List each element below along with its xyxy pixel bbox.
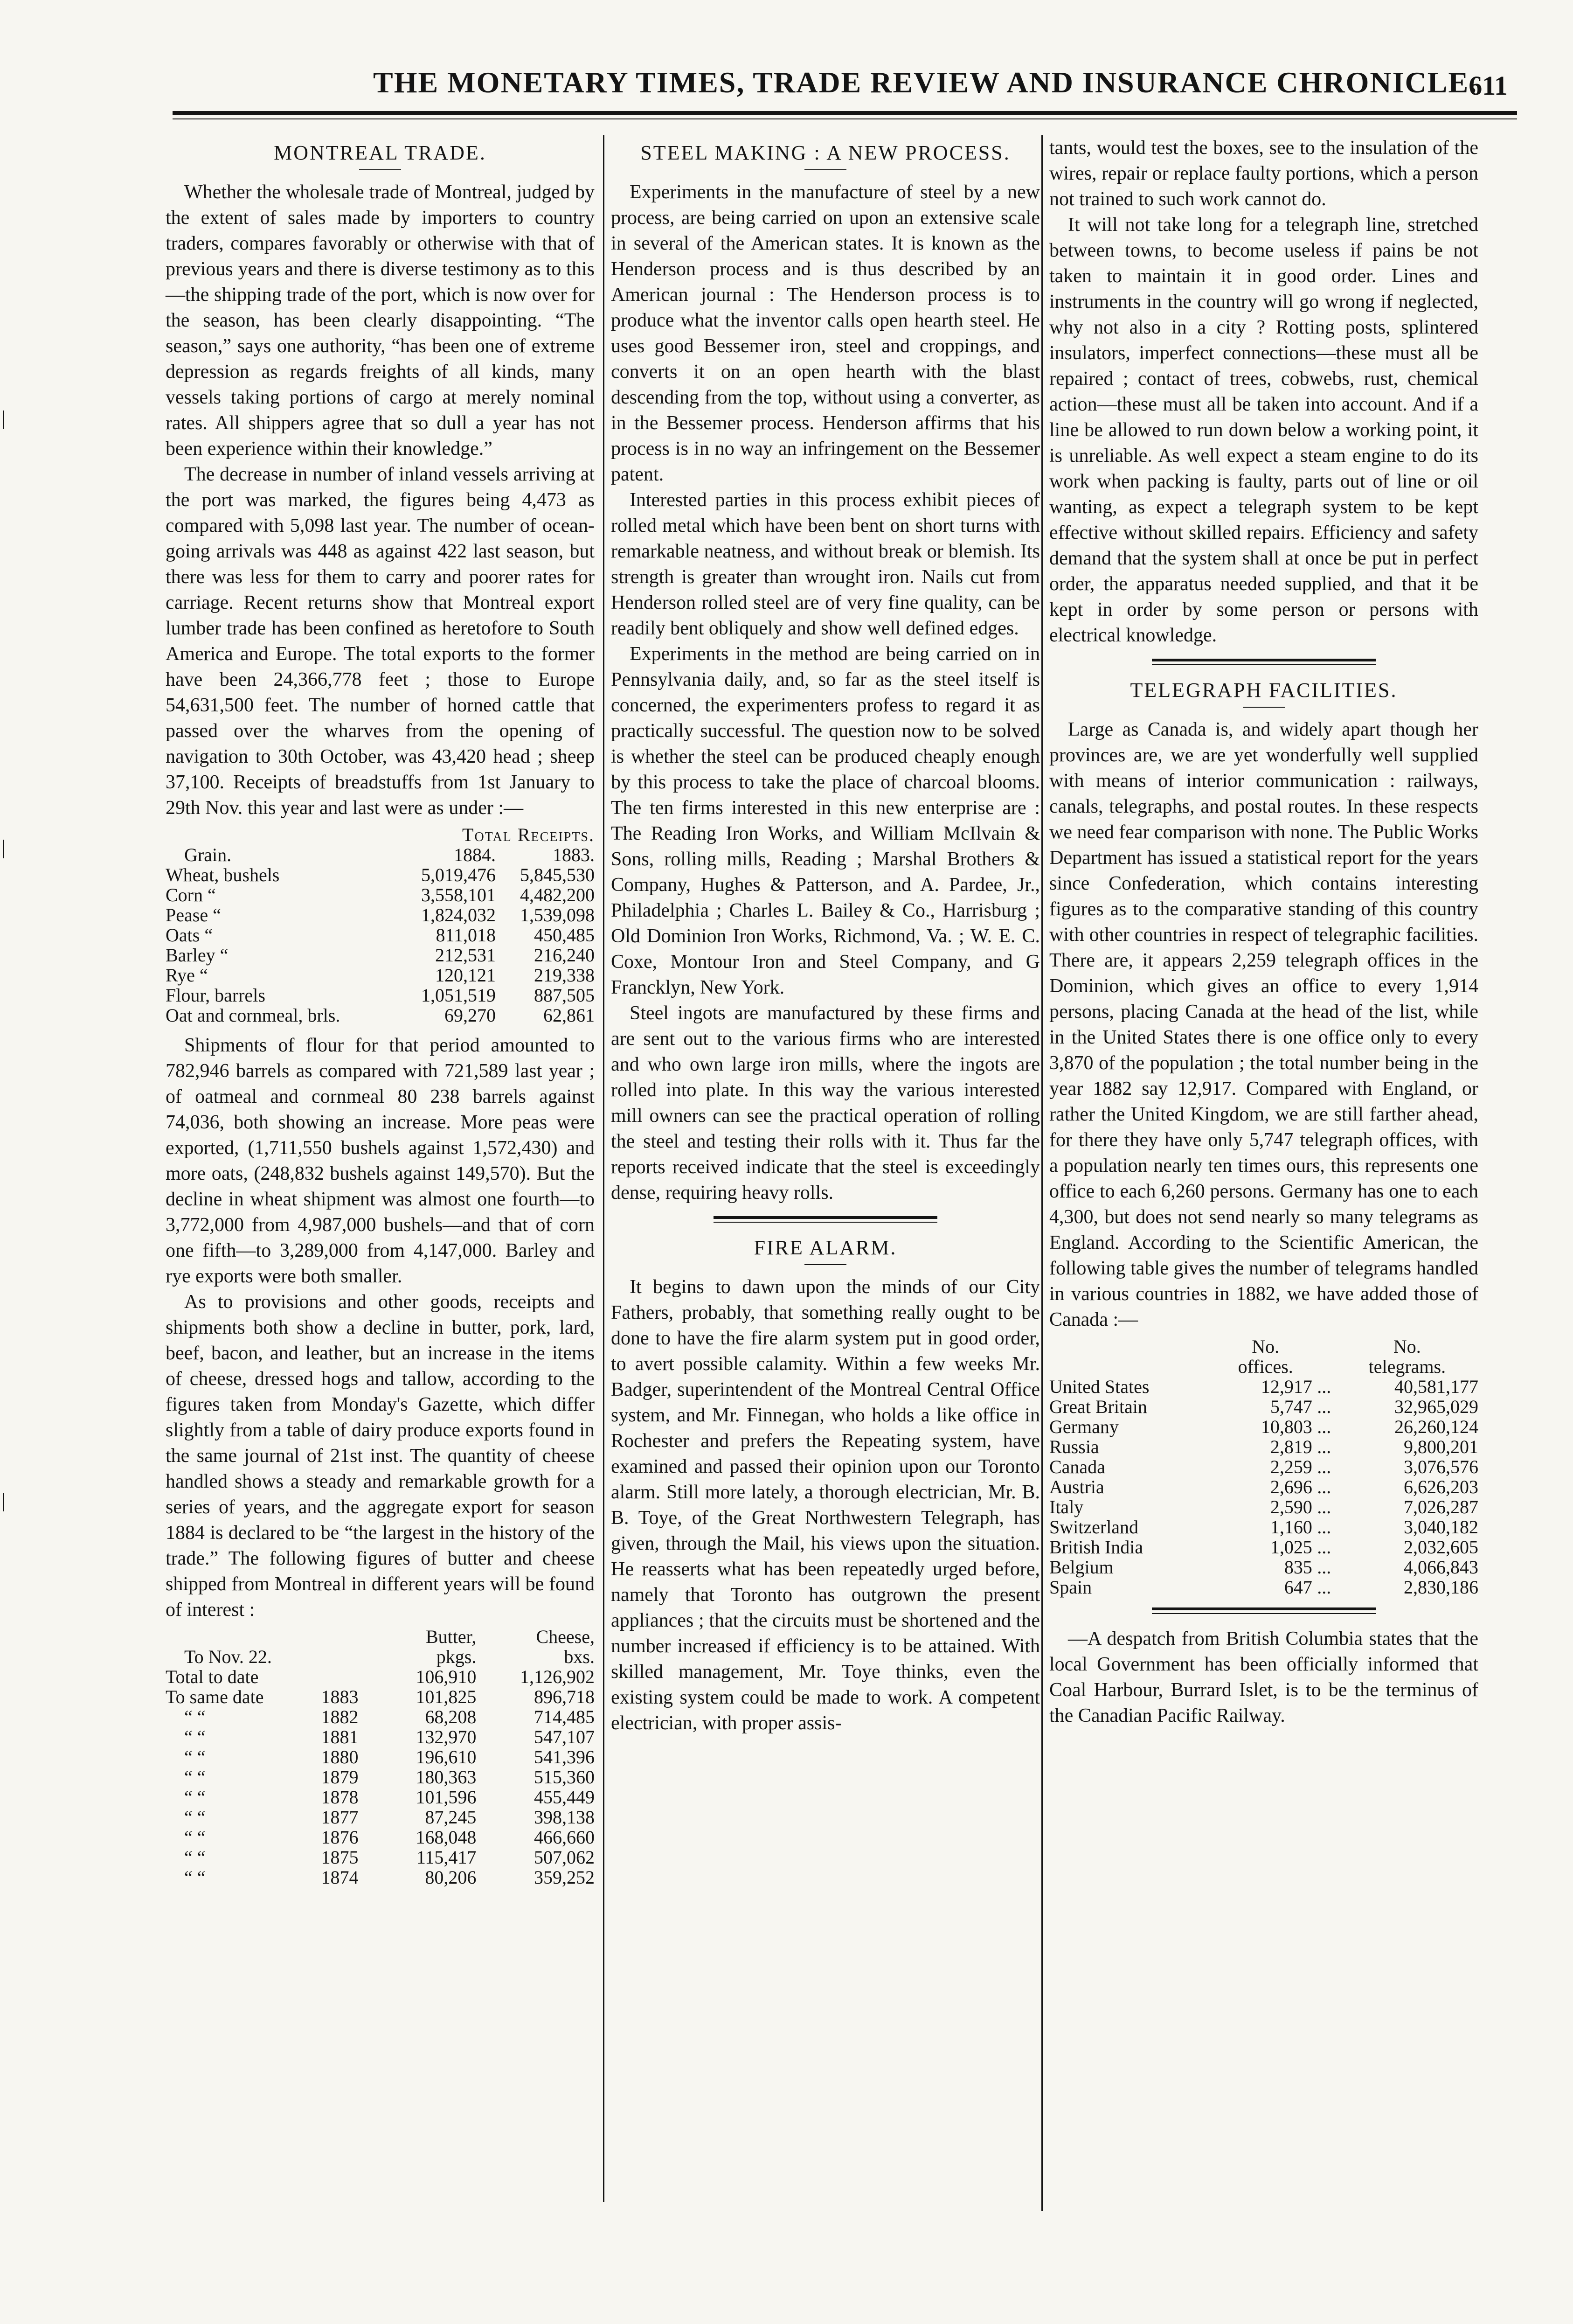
row-value: 455,449 — [534, 1787, 595, 1808]
row-value: 398,138 — [534, 1807, 595, 1828]
row-value: 216,240 — [534, 945, 595, 966]
row-value: 7,026,287 — [1404, 1496, 1478, 1517]
article-paragraph: tants, would test the boxes, see to the insulation of the wires, repair or replace faulty portions, which a person not trained to such work cannot do. — [1049, 137, 1478, 210]
row-label: Oats “ — [166, 925, 213, 946]
row-value: 101,596 — [416, 1787, 477, 1808]
row-value: 219,338 — [534, 965, 595, 986]
table-row — [166, 1847, 595, 1867]
row-label: Corn “ — [166, 884, 216, 905]
article-paragraph: Steel ingots are manufactured by these firms and are sent out to the various firms who are interested and who own large iron mills, where the ingots are rolled into plate. In this way the various interested mill owners can see the practical operation of rolling the steel and testing their rolls with it. Thus far the reports received indicate that the steel is exceedingly dense, requiring heavy rolls. — [611, 1002, 1040, 1204]
margin-mark — [3, 411, 4, 429]
row-label: Flour, barrels — [166, 985, 265, 1006]
col-header: pkgs. — [436, 1646, 477, 1667]
column-fire-telegraph — [1049, 135, 1478, 1729]
table-row — [166, 1727, 595, 1747]
row-value: 466,660 — [534, 1827, 595, 1848]
news-item: —A despatch from British Columbia states that the local Government has been officially informed that Coal Harbour, Burrard Islet, is to be the terminus of the Canadian Pacific Railway. — [1049, 1628, 1478, 1726]
col-header: Cheese, — [536, 1626, 595, 1647]
row-value: 887,505 — [534, 985, 595, 1006]
article-title: FIRE ALARM. — [754, 1236, 897, 1259]
article-paragraph: Interested parties in this process exhibit pieces of rolled metal which have been bent on short turns with remarkable neatness, and without break or blemish. Its strength is greater than wrought iron. Nails cut from Henderson rolled steel are of very fine quality, can be readily bent obliquely and show well defined edges. — [611, 489, 1040, 639]
table-row — [166, 1747, 595, 1767]
row-value: 359,252 — [534, 1867, 595, 1888]
title-rule — [1243, 707, 1285, 708]
column-rule — [603, 135, 604, 2202]
row-value: 10,803 — [1261, 1416, 1312, 1437]
row-label: Wheat, bushels — [166, 864, 280, 885]
row-value: 5,019,476 — [421, 864, 496, 885]
article-paragraph: It will not take long for a telegraph line, stretched between towns, to become useless if pains be not taken to maintain it in good order. Lines and instruments in the country will go wrong if neglected, why not also in a city ? Rotting posts, splintered insulators, imperfect connections—these must all be repaired ; contact of trees, cobwebs, rust, chemical action—these must all be taken into account. And if a line be allowed to run down below a working point, it is unreliable. As well expect a steam engine to do its work when packing is faulty, parts out of line or oil wanting, as expect a telegraph system to be kept effective without skilled repairs. Efficiency and safety demand that the system shall at once be put in perfect order, the apparatus needed supplied, and that it be kept in order by some person or persons with electrical knowledge. — [1049, 214, 1478, 646]
row-value: 2,032,605 — [1404, 1537, 1478, 1558]
article-title: STEEL MAKING : A NEW PROCESS. — [640, 141, 1011, 164]
row-value: 9,800,201 — [1404, 1436, 1478, 1457]
row-label: “ “ — [184, 1706, 206, 1727]
row-value: 647 — [1284, 1577, 1312, 1598]
col-header: telegrams. — [1368, 1356, 1446, 1377]
margin-mark — [3, 840, 4, 858]
table-row — [166, 1687, 595, 1707]
row-value: 180,363 — [416, 1767, 477, 1788]
table-row — [166, 945, 595, 965]
col-header: Butter, — [425, 1626, 477, 1647]
row-year: 1879 — [321, 1767, 359, 1788]
row-value: 811,018 — [436, 925, 496, 946]
table-row — [166, 1807, 595, 1827]
row-value: 212,531 — [435, 945, 496, 966]
row-value: 2,259 — [1270, 1456, 1312, 1477]
table-row — [166, 925, 595, 945]
row-value: 101,825 — [416, 1686, 477, 1707]
article-paragraph: The decrease in number of inland vessels arriving at the port was marked, the figures being 4,473 as compared with 5,098 last year. The number of ocean-going arrivals was 448 as against 422 last season, but there was less for them to carry and poorer rates for carriage. Recent returns show that Montreal export lumber trade has been confined as heretofore to South America and Europe. The total exports to the former have been 24,366,778 feet ; those to Europe 54,631,500 feet. The number of horned cattle that passed over the wharves from the opening of navigation to 30th October, was 43,420 head ; sheep 37,100. Receipts of breadstuffs from 1st January to 29th Nov. this year and last were as under :— — [166, 464, 595, 819]
row-label: “ “ — [184, 1726, 206, 1747]
title-rule — [359, 169, 401, 170]
article-paragraph: Large as Canada is, and widely apart though her provinces are, we are yet wonderfully well supplied with means of interior communication : railways, canals, telegraphs, and postal routes. In these respects we need fear comparison with none. The Public Works Department has issued a statistical report for the years since Confederation, which contains interesting figures as to the comparative standing of this country with other countries in respect of telegraphic facilities. There are, it appears 2,259 telegraph offices in the Dominion, which gives an office to every 1,914 persons, placing Canada at the head of the list, while in the United States there is one office only to every 3,870 of the population ; the total number being in the year 1882 say 12,917. Compared with England, or rather the United Kingdom, we are still farther ahead, for there they have only 5,747 telegraph offices, with a population nearly ten times ours, this represents one office to each 6,260 persons. Germany has one to each 4,300, but does not send nearly so many telegrams as England. According to the Scientific American, the following table gives the number of telegrams handled in various countries in 1882, we have added those of Canada :— — [1049, 719, 1479, 1330]
grain-receipts-table — [166, 825, 595, 1025]
table-row: Belgium 835 ... 4,066,843 — [1049, 1557, 1478, 1578]
row-value: 87,245 — [425, 1807, 477, 1828]
table-row — [166, 1767, 595, 1787]
table-row — [166, 1707, 595, 1727]
row-value: 2,696 — [1270, 1476, 1312, 1497]
row-value: 196,610 — [416, 1746, 477, 1767]
row-value: 80,206 — [425, 1867, 477, 1888]
article-title: MONTREAL TRADE. — [274, 141, 486, 164]
table-row — [166, 885, 595, 905]
row-value: 5,747 — [1270, 1396, 1312, 1417]
title-rule — [804, 1264, 846, 1265]
table-row: United States 12,917 ... 40,581,177 — [1049, 1376, 1478, 1397]
row-value: 120,121 — [435, 965, 496, 986]
row-label: British India — [1049, 1537, 1143, 1558]
col-header: No. — [1393, 1336, 1421, 1357]
row-label: Austria — [1049, 1476, 1104, 1497]
row-label: “ “ — [184, 1746, 206, 1767]
row-value: 168,048 — [416, 1827, 477, 1848]
row-value: 62,861 — [543, 1005, 595, 1026]
table-row — [166, 1787, 595, 1807]
masthead: THE MONETARY TIMES, TRADE REVIEW AND INSURANCE CHRONICLE. — [373, 66, 1478, 99]
row-label: Germany — [1049, 1416, 1119, 1437]
row-value: 115,417 — [416, 1847, 477, 1868]
table-row — [166, 905, 595, 925]
row-year — [321, 1667, 381, 1687]
row-label: Belgium — [1049, 1557, 1114, 1578]
article-paragraph: Shipments of flour for that period amounted to 782,946 barrels as compared with 721,589 last year ; of oatmeal and cornmeal 80 238 barrels against 74,036, both showing an increase. More peas were exported, (1,711,550 bushels against 1,572,430) and more oats, (248,832 bushels against 149,570). But the decline in wheat shipment was almost one fourth—to 3,772,000 from 4,987,000 bushels—and that of corn one fifth—to 3,289,000 from 4,147,000. Barley and rye exports were both smaller. — [166, 1035, 595, 1287]
row-value: 4,066,843 — [1404, 1557, 1478, 1578]
row-value: 12,917 — [1261, 1376, 1312, 1397]
row-value: 5,845,530 — [520, 864, 595, 885]
row-label: “ “ — [184, 1827, 206, 1848]
page-header — [159, 65, 1545, 117]
row-label: “ “ — [184, 1867, 206, 1888]
dairy-exports-table — [166, 1627, 595, 1887]
row-label: Rye “ — [166, 965, 208, 986]
row-value: 4,482,200 — [520, 884, 595, 905]
table-heading: Total Receipts. — [462, 824, 595, 845]
row-label: To same date — [166, 1686, 264, 1707]
table-row: Spain 647 ... 2,830,186 — [1049, 1577, 1478, 1598]
column-steel-fire — [611, 135, 1040, 1736]
header-rule-thick — [173, 111, 1517, 115]
row-value: 106,910 — [416, 1666, 477, 1687]
row-value: 26,260,124 — [1394, 1416, 1478, 1437]
header-rule-thin — [173, 118, 1517, 119]
section-separator — [1152, 659, 1376, 665]
article-paragraph: As to provisions and other goods, receipts and shipments both show a decline in butter, pork, lard, beef, bacon, and leather, but an increase in the items of cheese, dressed hogs and tallow, according to the figures taken from Monday's Gazette, which differ slightly from a table of dairy produce exports found in the same journal of 21st inst. The quantity of cheese handled shows a steady and remarkable growth for a series of years, and the aggregate export for season 1884 is declared to be “the largest in the history of the trade.” The following figures of butter and cheese shipped from Montreal in different years will be found of interest : — [166, 1291, 595, 1621]
row-value: 507,062 — [534, 1847, 595, 1868]
row-value: 1,824,032 — [421, 905, 496, 925]
table-row: Italy 2,590 ... 7,026,287 — [1049, 1496, 1478, 1517]
table-row: British India 1,025 ... 2,032,605 — [1049, 1537, 1478, 1558]
row-label: Pease “ — [166, 905, 221, 925]
row-label: Total to date — [166, 1666, 259, 1687]
row-label: Great Britain — [1049, 1396, 1147, 1417]
row-year: 1874 — [321, 1867, 359, 1888]
row-label: Russia — [1049, 1436, 1099, 1457]
row-value: 2,830,186 — [1404, 1577, 1478, 1598]
table-row: Great Britain 5,747 ... 32,965,029 — [1049, 1396, 1478, 1417]
row-label: Spain — [1049, 1577, 1092, 1598]
margin-mark — [3, 1493, 4, 1511]
row-value: 450,485 — [534, 925, 595, 946]
article-paragraph: Experiments in the manufacture of steel by a new process, are being carried on upon an extensive scale in several of the American states. It is known as the Henderson process and is thus described by an American journal : The Henderson process is to produce what the inventor calls open hearth steel. He uses good Bessemer iron, steel and croppings, and converts it on an open hearth with the blast descending from the top, without using a converter, as in the Bessemer process. Henderson affirms that his process is in no way an infringement on the Bessemer patent. — [611, 181, 1040, 485]
row-label: Switzerland — [1049, 1517, 1139, 1538]
row-value: 1,126,902 — [520, 1666, 595, 1687]
row-year: 1880 — [321, 1746, 359, 1767]
table-row — [166, 865, 595, 885]
row-value: 1,160 — [1270, 1517, 1312, 1538]
col-header: To Nov. 22. — [184, 1646, 272, 1667]
row-label: “ “ — [184, 1767, 206, 1788]
row-year: 1876 — [321, 1827, 359, 1848]
row-value: 1,025 — [1270, 1537, 1312, 1558]
row-year: 1883 — [321, 1686, 359, 1707]
table-row — [166, 965, 595, 985]
table-year: 1884. — [453, 844, 496, 865]
table-row — [166, 1667, 595, 1687]
row-value: 714,485 — [534, 1706, 595, 1727]
table-row — [166, 1827, 595, 1847]
table-row: Austria 2,696 ... 6,626,203 — [1049, 1476, 1478, 1497]
table-row — [166, 1005, 595, 1025]
table-row — [166, 985, 595, 1005]
row-value: 2,819 — [1270, 1436, 1312, 1457]
row-label: “ “ — [184, 1787, 206, 1808]
row-label: Oat and cornmeal, brls. — [166, 1005, 340, 1026]
row-year: 1877 — [321, 1807, 359, 1828]
row-label: “ “ — [184, 1847, 206, 1868]
row-value: 40,581,177 — [1394, 1376, 1478, 1397]
row-value: 6,626,203 — [1404, 1476, 1478, 1497]
row-value: 896,718 — [534, 1686, 595, 1707]
row-label: United States — [1049, 1376, 1150, 1397]
table-row — [166, 1867, 595, 1887]
section-separator — [714, 1216, 937, 1223]
article-paragraph: It begins to dawn upon the minds of our City Fathers, probably, that something really ought to be done to have the fire alarm system put in good order, to avert possible calamity. Within a few weeks Mr. Badger, superintendent of the Montreal Central Office system, and Mr. Finnegan, who holds a like office in Rochester and prefers the Repeating system, have examined and passed their opinion upon our Toronto alarm. Still more lately, a thorough electrician, Mr. B. B. Toye, of the Great Northwestern Telegraph, has given, through the Mail, his views upon the situation. He reasserts what has been repeatedly urged before, namely that Toronto has outgrown the present appliances ; that the circuits must be shortened and the number increased if efficiency is to be attained. With skilled management, Mr. Toye thinks, even the existing system could be made to work. A competent electrician, with proper assis- — [611, 1276, 1040, 1734]
table-row: Russia 2,819 ... 9,800,201 — [1049, 1436, 1478, 1457]
article-paragraph: Whether the wholesale trade of Montreal, judged by the extent of sales made by importers to country traders, compares favorably or otherwise with that of previous years and there is diverse testimony as to this—the shipping trade of the port, which is now over for the season, has been clearly disappointing. “The season,” says one authority, “has been one of extreme depression as regards freights of all kinds, many vessels taking portions of cargo at merely nominal rates. All shippers agree that so dull a year has not been experience within their knowledge.” — [166, 181, 595, 459]
col-header: No. — [1252, 1336, 1280, 1357]
row-label: Italy — [1049, 1496, 1084, 1517]
row-year: 1882 — [321, 1706, 359, 1727]
column-montreal-trade — [166, 135, 595, 1895]
row-label: Canada — [1049, 1456, 1105, 1477]
row-year: 1878 — [321, 1787, 359, 1808]
title-rule — [804, 169, 846, 170]
article-title: TELEGRAPH FACILITIES. — [1130, 679, 1398, 702]
row-label: Barley “ — [166, 945, 229, 966]
row-value: 3,076,576 — [1404, 1456, 1478, 1477]
table-col-label: Grain. — [184, 844, 232, 865]
row-value: 68,208 — [425, 1706, 477, 1727]
row-value: 32,965,029 — [1394, 1396, 1478, 1417]
row-year: 1875 — [321, 1847, 359, 1868]
article-paragraph: Experiments in the method are being carried on in Pennsylvania daily, and, so far as the steel itself is concerned, the experimenters profess to regard it as practically successful. The question now to be solved is whether the steel can be produced cheaply enough by this process to take the place of charcoal blooms. The ten firms interested in this new enterprise are : The Reading Iron Works, and William McIlvain & Sons, rolling mills, Reading ; Marshal Brothers & Company, Hughes & Patterson, and A. Pardee, Jr., Philadelphia ; Charles L. Bailey & Co., Harrisburg ; Old Dominion Iron Works, Richmond, Va. ; W. E. C. Coxe, Montour Iron and Steel Company, and G Francklyn, New York. — [611, 643, 1040, 998]
table-row: Germany 10,803 ... 26,260,124 — [1049, 1416, 1478, 1437]
row-value: 1,539,098 — [520, 905, 595, 925]
row-value: 69,270 — [444, 1005, 496, 1026]
row-value: 1,051,519 — [421, 985, 496, 1006]
col-header: offices. — [1238, 1356, 1293, 1377]
column-rule — [1041, 135, 1043, 2211]
row-value: 3,558,101 — [421, 884, 496, 905]
page-number: 611 — [1469, 70, 1508, 101]
row-value: 3,040,182 — [1404, 1517, 1478, 1538]
telegraph-table — [1049, 1336, 1478, 1597]
row-year: 1881 — [321, 1726, 359, 1747]
row-value: 835 — [1284, 1557, 1312, 1578]
row-value: 132,970 — [416, 1726, 477, 1747]
row-value: 515,360 — [534, 1767, 595, 1788]
col-header: bxs. — [564, 1646, 595, 1667]
row-value: 547,107 — [534, 1726, 595, 1747]
table-year: 1883. — [553, 844, 595, 865]
table-row: Canada 2,259 ... 3,076,576 — [1049, 1456, 1478, 1477]
table-row: Switzerland 1,160 ... 3,040,182 — [1049, 1517, 1478, 1538]
row-value: 2,590 — [1270, 1496, 1312, 1517]
row-label: “ “ — [184, 1807, 206, 1828]
section-separator — [1152, 1607, 1376, 1614]
row-value: 541,396 — [534, 1746, 595, 1767]
